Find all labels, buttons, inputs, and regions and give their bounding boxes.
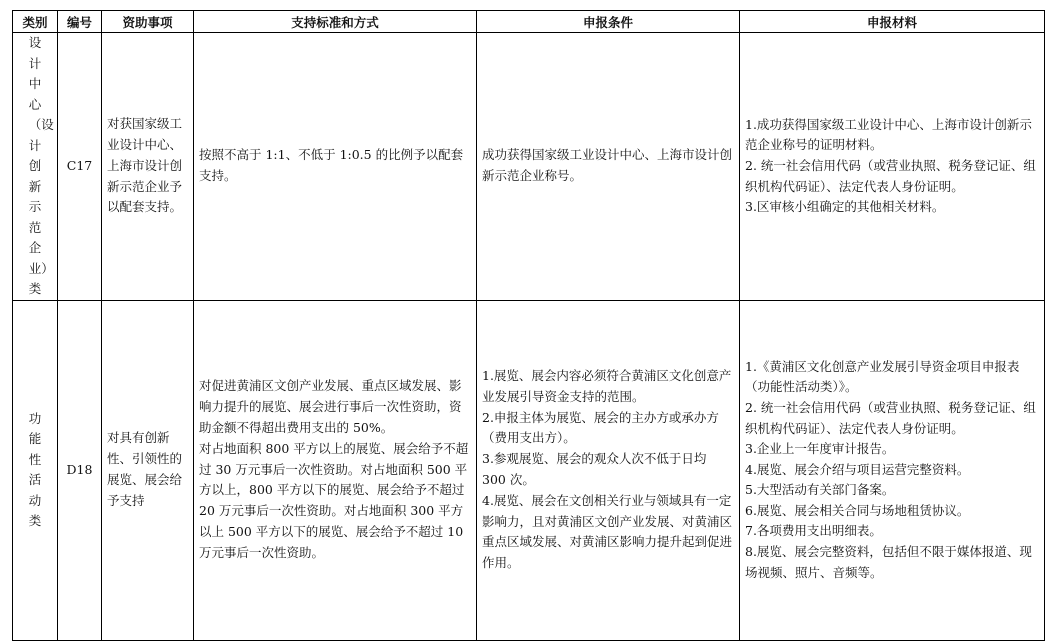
code-cell: D18 [58, 300, 102, 640]
condition-item: 3.参观展览、展会的观众人次不低于日均 300 次。 [482, 451, 707, 487]
standard-cell [194, 33, 477, 301]
header-materials: 申报材料 [740, 11, 1045, 33]
condition-item: 4.展览、展会在文创相关行业与领域具有一定影响力，且对黄浦区文创产业发展、对黄浦区重点区域发展、对黄浦区影响力提升起到促进作用。 [482, 492, 733, 571]
table-row [13, 33, 1045, 301]
material-item: 1.成功获得国家级工业设计中心、上海市设计创新示范企业称号的证明材料。 [745, 116, 1032, 153]
standard-text: 对促进黄浦区文创产业发展、重点区域发展、影响力提升的展览、展会进行事后一次性资助，资助金额不得超出费用支出的 50%。 [199, 378, 462, 435]
table-row [13, 300, 1045, 640]
material-item: 8.展览、展会完整资料，包括但不限于媒体报道、现场视频、照片、音频等。 [745, 544, 1032, 580]
table-header-row [13, 11, 1045, 33]
condition-item: 2.申报主体为展览、展会的主办方或承办方（费用支出方）。 [482, 409, 719, 446]
standard-cell [194, 300, 477, 640]
header-code: 编号 [58, 11, 102, 33]
header-category: 类别 [13, 11, 58, 33]
condition-text: 成功获得国家级工业设计中心、上海市设计创新示范企业称号。 [482, 147, 733, 184]
category-cell [13, 33, 58, 301]
materials-cell [740, 33, 1045, 301]
header-conditions: 申报条件 [477, 11, 740, 33]
category-text: 设计中心（设计创新示范企业）类 [28, 35, 54, 296]
category-text: 功能性活动类 [28, 410, 42, 528]
standard-text: 对占地面积 800 平方以上的展览、展会给予不超过 30 万元事后一次性资助。对占地面积 500 平方以上，800 平方以下的展览、展会给予不超过 20 万元事后一次性资助。对占地面积 300 平方以上 500 平方以下的展览、展会给予不超过 10 万元事后一次性资助。 [199, 440, 469, 560]
materials-list [745, 357, 1039, 584]
conditions-list [482, 366, 734, 574]
material-item: 3.企业上一年度审计报告。 [745, 441, 895, 457]
item-cell: 对具有创新性、引领性的展览、展会给予支持 [102, 300, 194, 640]
header-item: 资助事项 [102, 11, 194, 33]
code-cell: C17 [58, 33, 102, 301]
material-item: 5.大型活动有关部门备案。 [745, 482, 895, 498]
item-cell: 对获国家级工业设计中心、上海市设计创新示范企业予以配套支持。 [102, 33, 194, 301]
material-item: 2. 统一社会信用代码（或营业执照、税务登记证、组织机构代码证）、法定代表人身份证明。 [745, 157, 1036, 194]
materials-cell [740, 300, 1045, 640]
material-item: 6.展览、展会相关合同与场地租赁协议。 [745, 502, 970, 518]
funding-table [12, 10, 1045, 641]
condition-item: 1.展览、展会内容必须符合黄浦区文化创意产业发展引导资金支持的范围。 [482, 368, 732, 404]
category-cell [13, 300, 58, 640]
conditions-cell [477, 33, 740, 301]
header-standard: 支持标准和方式 [194, 11, 477, 33]
material-item: 7.各项费用支出明细表。 [745, 523, 882, 539]
material-item: 2. 统一社会信用代码（或营业执照、税务登记证、组织机构代码证）、法定代表人身份证明。 [745, 399, 1036, 436]
standard-text: 按照不高于 1:1、不低于 1:0.5 的比例予以配套支持。 [199, 147, 464, 184]
material-item: 1.《黄浦区文化创意产业发展引导资金项目申报表（功能性活动类）》。 [745, 358, 1020, 395]
material-item: 3.区审核小组确定的其他相关材料。 [745, 199, 945, 215]
material-item: 4.展览、展会介绍与项目运营完整资料。 [745, 461, 970, 477]
materials-list [745, 115, 1039, 218]
conditions-cell [477, 300, 740, 640]
